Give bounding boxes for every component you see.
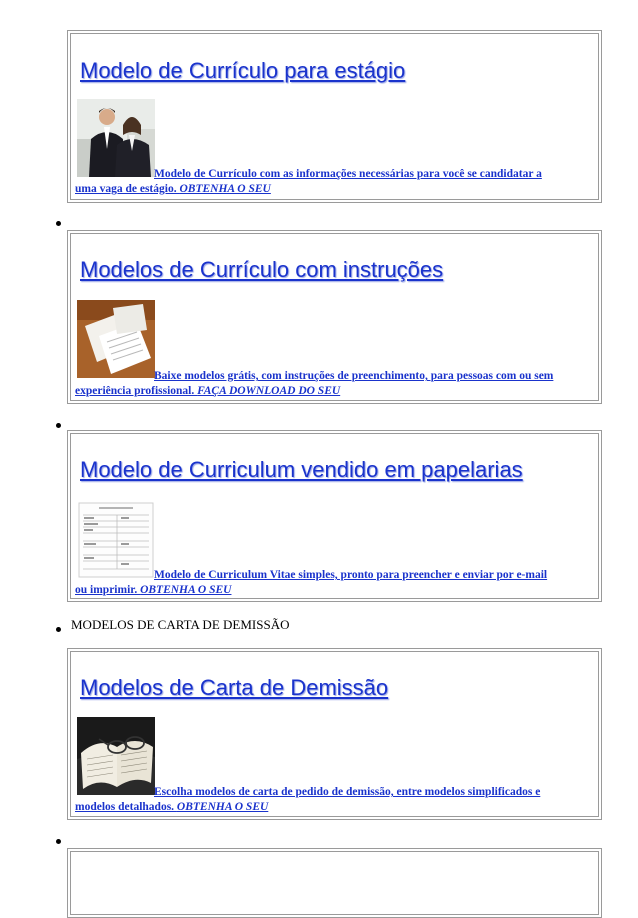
entry-description-link[interactable]: Modelo de Currículo com as informações necessárias para você se candidatar a uma vaga de estágio. OBTENHA O SEU [75,168,542,195]
list-bullet [56,627,61,632]
papers-photo-icon[interactable] [77,300,155,378]
entry-card [67,30,602,203]
entry-cta: OBTENHA O SEU [179,183,271,195]
entry-cta: OBTENHA O SEU [140,584,232,596]
list-bullet [56,839,61,844]
entry-title-link[interactable]: Modelo de Currículo para estágio [80,58,406,83]
entry-card-inner-border [70,851,599,915]
entry-cta: OBTENHA O SEU [176,801,269,813]
entry-title-link[interactable]: Modelos de Currículo com instruções [80,257,444,282]
entry-cta: FAÇA DOWNLOAD DO SEU [197,385,341,397]
entry-description-link[interactable]: Escolha modelos de carta de pedido de demissão, entre modelos simplificados e modelos detalhados. OBTENHA O SEU [75,786,541,813]
entry-title-link[interactable]: Modelos de Carta de Demissão [80,675,389,700]
entry-card [67,430,602,602]
entry-description-link[interactable]: Baixe modelos grátis, com instruções de preenchimento, para pessoas com ou sem experiência profissional. FAÇA DOWNLOAD DO SEU [75,370,554,397]
book-glasses-photo-icon[interactable] [77,717,155,795]
section-heading: MODELOS DE CARTA DE DEMISSÃO [71,617,290,632]
list-bullet [56,423,61,428]
list-bullet [56,221,61,226]
entry-card [67,648,602,820]
entry-title-link[interactable]: Modelo de Curriculum vendido em papelarias [80,457,523,482]
entry-description-link[interactable]: Modelo de Curriculum Vitae simples, pronto para preencher e enviar por e-mail ou imprimir. OBTENHA O SEU [75,569,548,596]
entry-card [67,230,602,404]
business-people-photo-icon[interactable] [77,99,155,177]
entry-card-partial [67,848,602,918]
